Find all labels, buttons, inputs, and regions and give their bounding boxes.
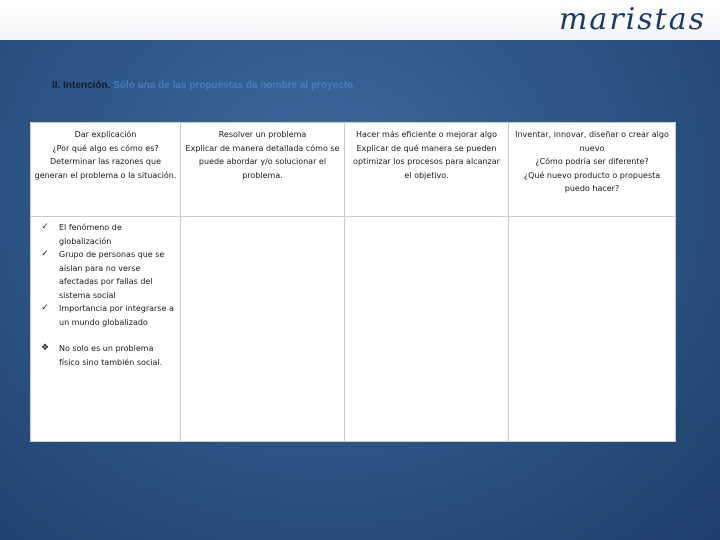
column-line: nuevo	[579, 143, 605, 153]
improve-content-cell[interactable]	[345, 217, 509, 441]
checkmark-icon: ✓	[41, 222, 49, 232]
column-line: generan el problema o la situación.	[34, 170, 177, 180]
column-line: Dar explicación	[74, 130, 137, 139]
item-line: El fenómeno de	[59, 223, 122, 232]
item-line: un mundo globalizado	[59, 317, 148, 327]
top-banner	[0, 0, 720, 40]
column-innovate	[509, 123, 675, 217]
column-line: ¿Cómo podría ser diferente?	[535, 157, 649, 166]
maristas-logo: maristas	[558, 2, 706, 37]
item-line: globalización	[59, 236, 112, 246]
column-line: el objetivo.	[404, 170, 449, 180]
explain-content-cell	[31, 217, 181, 441]
heading-lead: II. Intención.	[52, 80, 111, 91]
checkmark-icon: ✓	[41, 249, 49, 259]
innovate-content-cell[interactable]	[509, 217, 675, 441]
item-line: aíslan para no verse	[59, 263, 141, 273]
item-line: sistema social	[59, 290, 116, 300]
column-line: problema.	[242, 170, 283, 180]
item-line: Grupo de personas que se	[59, 250, 165, 259]
item-line: Importancia por integrarse a	[59, 304, 174, 313]
column-line: puede abordar y/o solucionar el	[198, 157, 327, 166]
column-line: Explicar de manera detallada cómo se	[185, 143, 340, 153]
list-item	[31, 248, 178, 302]
diamond-bullet-icon: ❖	[40, 343, 50, 353]
column-line: optimizar los procesos para alcanzar	[353, 157, 500, 166]
item-line: No solo es un problema	[59, 344, 154, 353]
column-line: Resolver un problema	[218, 130, 307, 139]
list-item	[31, 342, 178, 369]
column-line: Determinar las razones que	[49, 157, 161, 166]
column-improve	[345, 123, 509, 217]
item-line: físico sino también social.	[59, 357, 163, 367]
column-line: Inventar, innovar, diseñar o crear algo	[515, 130, 669, 139]
checkmark-icon: ✓	[41, 303, 49, 313]
item-line: afectadas por fallas del	[59, 277, 153, 286]
solve-content-cell[interactable]	[181, 217, 345, 441]
column-line: ¿Qué nuevo producto o propuesta	[523, 170, 661, 180]
list-item	[31, 302, 178, 329]
column-line: puedo hacer?	[564, 184, 620, 193]
column-line: Explicar de qué manera se pueden	[356, 143, 497, 153]
intention-table	[30, 122, 676, 442]
list-item	[31, 221, 178, 248]
column-line: Hacer más eficiente o mejorar algo	[355, 130, 498, 139]
section-heading	[52, 80, 353, 91]
heading-rest: Sólo una de las propuestas da nombre al proyecto	[113, 80, 354, 91]
column-explain	[31, 123, 181, 217]
column-line: ¿Por qué algo es cómo es?	[52, 143, 159, 153]
column-solve	[181, 123, 345, 217]
